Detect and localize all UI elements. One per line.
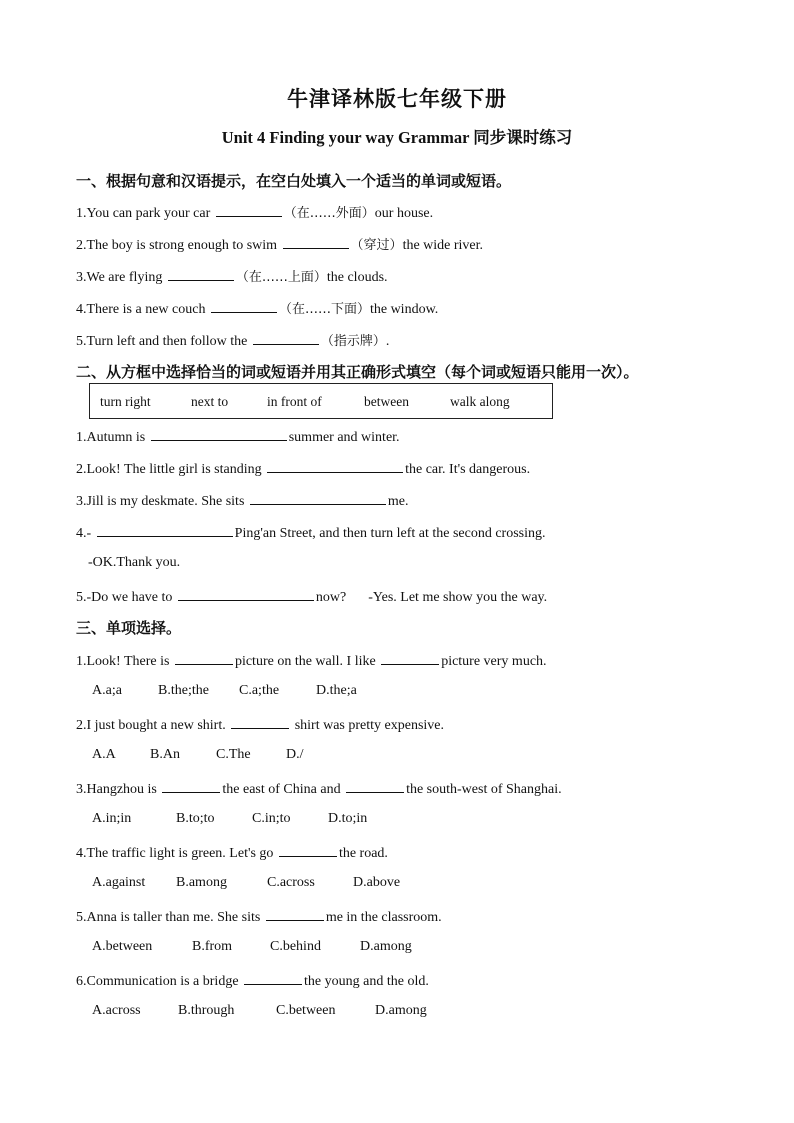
s2-item-1-after: summer and winter. (288, 430, 400, 445)
s2-item-4 (76, 522, 546, 543)
word-box-item: walk along (450, 394, 510, 409)
answer-blank[interactable] (346, 778, 404, 793)
question-text: 6.Communication is a bridge (76, 974, 243, 989)
answer-blank[interactable] (216, 202, 282, 217)
section2-heading: 二、从方框中选择恰当的词或短语并用其正确形式填空（每个词或短语只能用一次）。 (76, 363, 639, 381)
option-b[interactable]: B.from (192, 939, 233, 954)
s1-item-1-hint: （在……外面） (283, 206, 375, 221)
question-text: the east of China and (222, 782, 345, 797)
answer-blank[interactable] (175, 650, 233, 665)
question-text: me in the classroom. (325, 910, 442, 925)
word-box-item: next to (191, 394, 229, 409)
s2-item-5-reply: -Yes. Let me show you the way. (368, 590, 548, 605)
answer-blank[interactable] (168, 266, 234, 281)
s2-item-3-after: me. (387, 494, 409, 509)
s3-question-1 (76, 650, 547, 671)
answer-blank[interactable] (381, 650, 439, 665)
s2-item-5-after: now? (315, 590, 347, 605)
word-box-item: between (364, 394, 409, 409)
page-title: 牛津译林版七年级下册 (287, 87, 507, 111)
option-b[interactable]: B.among (176, 875, 227, 890)
s2-item-1-text: 1.Autumn is (76, 430, 149, 445)
question-text: 1.Look! There is (76, 654, 173, 669)
s2-item-2-text: 2.Look! The little girl is standing (76, 462, 266, 477)
answer-blank[interactable] (162, 778, 220, 793)
s2-item-4-reply: -OK.Thank you. (88, 555, 181, 570)
s1-item-5 (76, 330, 389, 351)
s1-item-3-after: the clouds. (326, 270, 388, 285)
answer-blank[interactable] (283, 234, 349, 249)
option-c[interactable]: C.behind (270, 939, 321, 954)
s2-item-1 (76, 426, 400, 447)
s2-item-3 (76, 490, 409, 511)
question-text: the road. (338, 846, 388, 861)
s1-item-5-after: . (385, 334, 390, 349)
s3-question-3 (76, 778, 562, 799)
s1-item-4 (76, 298, 438, 319)
answer-blank[interactable] (250, 490, 386, 505)
word-box (89, 383, 553, 419)
answer-blank[interactable] (231, 714, 289, 729)
answer-blank[interactable] (267, 458, 403, 473)
s1-item-2-after: the wide river. (402, 238, 484, 253)
section3-heading: 三、单项选择。 (76, 619, 182, 637)
s1-item-3-text: 3.We are flying (76, 270, 166, 285)
option-c[interactable]: C.across (267, 875, 315, 890)
s1-item-5-hint: （指示牌） (320, 334, 386, 349)
s3-options-6 (92, 1002, 427, 1020)
section1-heading: 一、根据句意和汉语提示，在空白处填入一个适当的单词或短语。 (76, 172, 512, 190)
option-b[interactable]: B.through (178, 1003, 235, 1018)
option-a[interactable]: A.across (92, 1003, 141, 1018)
s1-item-2-hint: （穿过） (350, 238, 403, 253)
s3-question-4 (76, 842, 388, 863)
s2-item-5-text: 5.-Do we have to (76, 590, 176, 605)
page-subtitle: Unit 4 Finding your way Grammar 同步课时练习 (221, 128, 573, 147)
s1-item-4-hint: （在……下面） (278, 302, 370, 317)
word-box-item: turn right (100, 394, 151, 409)
question-text: picture on the wall. I like (234, 654, 380, 669)
question-text: the south-west of Shanghai. (406, 782, 562, 797)
answer-blank[interactable] (244, 970, 302, 985)
answer-blank[interactable] (253, 330, 319, 345)
question-text: 4.The traffic light is green. Let's go (76, 846, 277, 861)
s1-item-3 (76, 266, 388, 287)
s2-item-4-text: 4.- (76, 526, 95, 541)
option-d[interactable]: D./ (286, 747, 304, 762)
option-d[interactable]: D.among (360, 939, 412, 954)
s1-item-1-after: our house. (374, 206, 434, 221)
s3-question-5 (76, 906, 442, 927)
option-d[interactable]: D.among (375, 1003, 427, 1018)
question-text: 5.Anna is taller than me. She sits (76, 910, 264, 925)
option-a[interactable]: A.a;a (92, 683, 122, 698)
answer-blank[interactable] (279, 842, 337, 857)
s3-options-5 (92, 938, 412, 956)
s1-item-4-text: 4.There is a new couch (76, 302, 209, 317)
answer-blank[interactable] (151, 426, 287, 441)
question-text: 2.I just bought a new shirt. (76, 718, 230, 733)
option-d[interactable]: D.to;in (328, 811, 368, 826)
s3-question-2 (76, 714, 444, 735)
option-a[interactable]: A.A (92, 747, 116, 762)
s3-options-2 (92, 746, 304, 764)
option-b[interactable]: B.the;the (158, 683, 209, 698)
s2-item-2-after: the car. It's dangerous. (405, 462, 531, 477)
s1-item-1-text: 1.You can park your car (76, 206, 214, 221)
question-text: the young and the old. (304, 974, 429, 989)
s2-item-4-after: Ping'an Street, and then turn left at the second crossing. (234, 526, 546, 541)
s3-options-4 (92, 874, 400, 892)
option-a[interactable]: A.against (92, 875, 146, 890)
word-box-item: in front of (267, 394, 322, 409)
s3-question-6 (76, 970, 429, 991)
s1-item-2 (76, 234, 483, 255)
question-text: 3.Hangzhou is (76, 782, 161, 797)
s2-item-5 (76, 586, 547, 607)
option-a[interactable]: A.between (92, 939, 153, 954)
question-text: shirt was pretty expensive. (291, 718, 445, 733)
s3-options-3 (92, 810, 367, 828)
answer-blank[interactable] (97, 522, 233, 537)
s2-item-3-text: 3.Jill is my deskmate. She sits (76, 494, 248, 509)
answer-blank[interactable] (266, 906, 324, 921)
s1-item-2-text: 2.The boy is strong enough to swim (76, 238, 281, 253)
answer-blank[interactable] (178, 586, 314, 601)
option-c[interactable]: C.The (216, 747, 251, 762)
answer-blank[interactable] (211, 298, 277, 313)
s1-item-4-after: the window. (369, 302, 439, 317)
option-b[interactable]: B.An (150, 747, 180, 762)
option-c[interactable]: C.a;the (239, 683, 280, 698)
option-c[interactable]: C.between (276, 1003, 336, 1018)
option-d[interactable]: D.above (353, 875, 401, 890)
s1-item-5-text: 5.Turn left and then follow the (76, 334, 251, 349)
s2-item-2 (76, 458, 530, 479)
question-text: picture very much. (441, 654, 547, 669)
s1-item-1 (76, 202, 433, 223)
s3-options-1 (92, 682, 357, 700)
option-b[interactable]: B.to;to (176, 811, 215, 826)
option-d[interactable]: D.the;a (316, 683, 357, 698)
s1-item-3-hint: （在……上面） (235, 270, 327, 285)
option-c[interactable]: C.in;to (252, 811, 291, 826)
option-a[interactable]: A.in;in (92, 811, 132, 826)
